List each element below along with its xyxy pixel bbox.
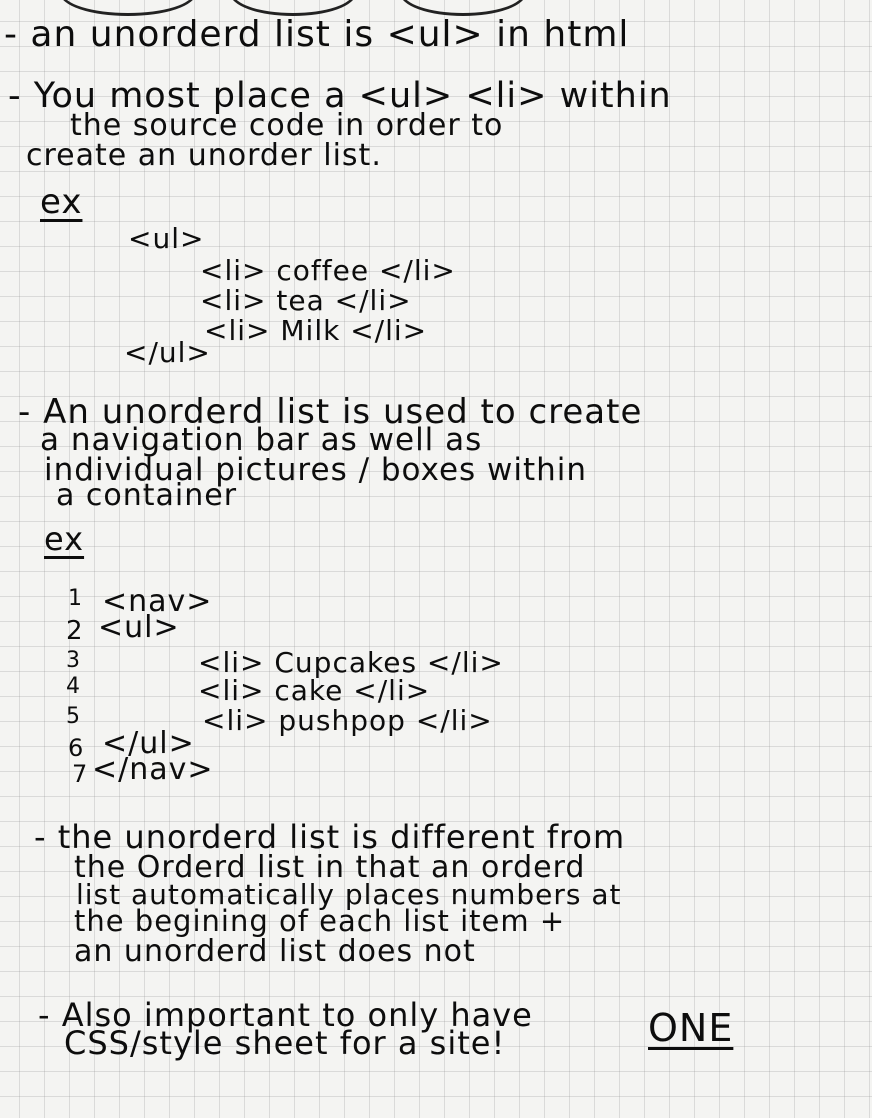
line-number: 7	[72, 760, 89, 788]
note-line: the Orderd list in that an orderd	[74, 850, 586, 885]
note-line: - An unorderd list is used to create	[18, 392, 643, 432]
note-line: the begining of each list item +	[74, 904, 566, 938]
note-line: the source code in order to	[70, 108, 504, 143]
example-label: ex	[40, 182, 83, 222]
line-number: 1	[68, 586, 83, 611]
emphasis-text: ONE	[648, 1006, 734, 1050]
code-line: </ul>	[124, 336, 211, 369]
code-line: <li> pushpop </li>	[202, 704, 493, 737]
line-number: 2	[66, 616, 84, 646]
note-line: - Also important to only have	[38, 996, 533, 1034]
note-line: list automatically places numbers at	[76, 878, 622, 911]
note-line: a navigation bar as well as	[40, 422, 483, 458]
note-line: an unorderd list does not	[74, 934, 476, 969]
code-line: <li> coffee </li>	[200, 254, 456, 287]
code-line: <nav>	[102, 584, 213, 619]
line-number: 5	[66, 704, 81, 729]
note-line: a container	[56, 478, 238, 513]
note-line: create an unorder list.	[26, 138, 382, 173]
code-line: </ul>	[102, 726, 195, 761]
line-number: 3	[66, 648, 81, 673]
example-label: ex	[44, 520, 85, 558]
code-line: <ul>	[128, 222, 205, 255]
code-line: <ul>	[98, 610, 180, 645]
note-line: - You most place a <ul> <li> within	[8, 76, 672, 116]
code-line: <li> cake </li>	[198, 674, 431, 707]
code-line: <li> Cupcakes </li>	[198, 646, 504, 679]
line-number: 6	[68, 734, 85, 762]
note-line: individual pictures / boxes within	[44, 452, 588, 488]
code-line: </nav>	[92, 752, 214, 787]
line-number: 4	[66, 674, 81, 699]
code-line: <li> Milk </li>	[204, 314, 428, 347]
note-line: - the unorderd list is different from	[34, 818, 626, 856]
note-line: CSS/style sheet for a site!	[64, 1024, 506, 1062]
code-line: <li> tea </li>	[200, 284, 412, 317]
note-line: - an unorderd list is <ul> in html	[4, 14, 630, 55]
